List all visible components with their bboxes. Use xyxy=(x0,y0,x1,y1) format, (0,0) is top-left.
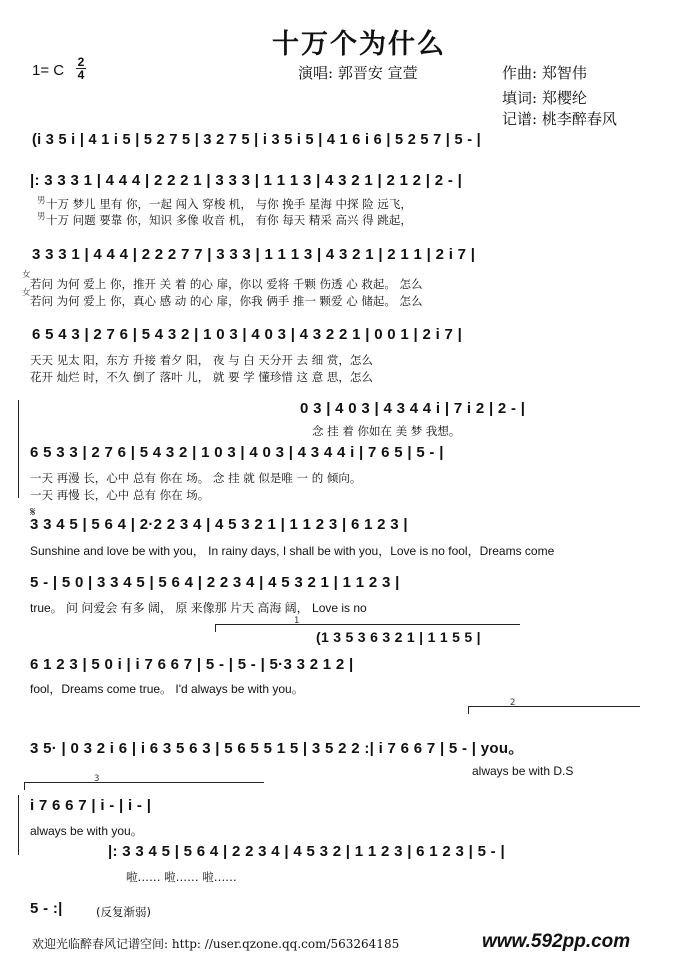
ending-lyric: always be with you。 xyxy=(30,824,143,838)
chorus-line-2-lyric: true。 问 问爱会 有多 阔， 原 来像那 片天 高海 阔， Love is no xyxy=(30,601,367,615)
bridge-notes: (1 3 5 3 6 3 2 1 | 1 1 5 5 | xyxy=(316,629,481,645)
song-title: 十万个为什么 xyxy=(272,29,446,60)
composer: 作曲: 郑智伟 xyxy=(502,64,587,82)
volta-2-tick xyxy=(468,706,469,714)
verse-line-2-lyric-2: 若问 为何 爱上 你，真心 感 动 的心 扉，你我 俩手 推一 颗爱 心 储起。 怎么 xyxy=(30,294,423,308)
singers: 演唱: 郭晋安 宣萱 xyxy=(298,64,418,82)
volta-3-label: 3 xyxy=(94,774,100,784)
volta-2-label: 2 xyxy=(510,698,516,708)
verse-line-1-lyric-male-2: 十万 问题 要靠 你，知识 多像 收音 机， 有你 每天 精采 高兴 得 跳起， xyxy=(46,213,412,227)
chorus-line-4-notes: 3 5· | 0 3 2 i 6 | i 6 3 5 6 3 | 5 6 5 5 1 5 | 3 5 2 2 :| i 7 6 6 7 | 5 - | you。 xyxy=(30,740,524,757)
footer-text: 欢迎光临醉春风记谱空间: http: //user.qzone.qq.com/563264185 xyxy=(32,937,400,951)
verse-line-4-lyric-1: 一天 再漫 长，心中 总有 你在 场。 念 挂 就 似是唯 一 的 倾向。 xyxy=(30,471,362,485)
chorus-line-3-lyric: fool，Dreams come true。 I'd always be with you。 xyxy=(30,682,304,696)
fade-notes: 5 - :| xyxy=(30,900,63,917)
outro-lyric: 啦…… 啦…… 啦…… xyxy=(126,870,237,884)
volta-1-line xyxy=(215,624,520,625)
bracket-upper xyxy=(18,400,19,498)
chorus-line-1-lyric: Sunshine and love be with you， In rainy days, I shall be with you，Love is no fool，Dreams come xyxy=(30,544,555,558)
transcriber: 记谱: 桃李醉春风 xyxy=(502,110,617,128)
verse-line-3-notes: 6 5 4 3 | 2 7 6 | 5 4 3 2 | 1 0 3 | 4 0 3 | 4 3 2 2 1 | 0 0 1 | 2 i 7 | xyxy=(32,326,463,343)
volta-1-label: 1 xyxy=(294,616,300,626)
key-signature: 1= C xyxy=(32,62,65,79)
chorus-line-2-notes: 5 - | 5 0 | 3 3 4 5 | 5 6 4 | 2 2 3 4 | 4 5 3 2 1 | 1 1 2 3 | xyxy=(30,574,400,591)
male-marker: 男 xyxy=(37,196,46,206)
volta-3-tick xyxy=(24,782,25,790)
verse-line-4-lyric-2: 一天 再慢 长，心中 总有 你在 场。 xyxy=(30,488,210,502)
fade-instruction: (反复渐弱) xyxy=(96,905,151,919)
site-logo: www.592pp.com xyxy=(482,931,631,952)
lyricist: 填词: 郑樱纶 xyxy=(502,89,587,107)
verse-line-3-lyric-2: 花开 灿烂 时，不久 倒了 落叶 儿， 就 要 学 懂珍惜 这 意 思，怎么 xyxy=(30,370,373,384)
intro-notes: (i 3 5 i | 4 1 i 5 | 5 2 7 5 | 3 2 7 5 | i 3 5 i 5 | 4 1 6 i 6 | 5 2 5 7 | 5 - | xyxy=(32,132,482,148)
volta-1-tick xyxy=(215,624,216,632)
bracket-lower xyxy=(18,795,19,855)
verse-line-1-lyric-male: 十万 梦儿 里有 你，一起 闯入 穿梭 机， 与你 挽手 星海 中探 险 远飞， xyxy=(46,197,412,211)
verse-line-2-lyric-1: 若问 为何 爱上 你，推开 关 着 的心 扉，你以 爱将 千颗 伤透 心 救起。 怎么 xyxy=(30,277,423,291)
time-signature-top: 2 xyxy=(77,55,85,69)
verse-line-4-notes: 6 5 3 3 | 2 7 6 | 5 4 3 2 | 1 0 3 | 4 0 3 | 4 3 4 4 i | 7 6 5 | 5 - | xyxy=(30,444,444,461)
male-marker-2: 男 xyxy=(37,212,46,222)
female-marker-2: 女 xyxy=(22,288,31,298)
volta-3-line xyxy=(24,782,264,783)
time-signature xyxy=(76,56,86,81)
verse-line-3-lyric-1: 天天 见太 阳，东方 升接 着夕 阳， 夜 与 白 天分开 去 细 赏，怎么 xyxy=(30,353,373,367)
volta-2-line xyxy=(468,706,640,707)
chorus-line-1-notes: 3 3 4 5 | 5 6 4 | 2·2 2 3 4 | 4 5 3 2 1 | 1 1 2 3 | 6 1 2 3 | xyxy=(30,516,408,533)
female-marker: 女 xyxy=(22,270,31,280)
verse-line-1-notes: |: 3 3 3 1 | 4 4 4 | 2 2 2 1 | 3 3 3 | 1 1 1 3 | 4 3 2 1 | 2 1 2 | 2 - | xyxy=(30,172,463,189)
harmony-notes: 0 3 | 4 0 3 | 4 3 4 4 i | 7 i 2 | 2 - | xyxy=(300,400,526,417)
harmony-lyric: 念 挂 着 你如在 美 梦 我想。 xyxy=(312,424,461,438)
verse-line-2-notes: 3 3 3 1 | 4 4 4 | 2 2 2 7 7 | 3 3 3 | 1 1 1 3 | 4 3 2 1 | 2 1 1 | 2 i 7 | xyxy=(32,246,476,263)
segno-mark: 𝄋 xyxy=(30,505,36,520)
chorus-line-3-notes: 6 1 2 3 | 5 0 i | i 7 6 6 7 | 5 - | 5 - | 5·3 3 2 1 2 | xyxy=(30,656,354,673)
time-signature-bottom: 4 xyxy=(77,68,85,82)
chorus-line-4-lyric: always be with D.S xyxy=(472,764,574,778)
outro-notes: |: 3 3 4 5 | 5 6 4 | 2 2 3 4 | 4 5 3 2 | 1 1 2 3 | 6 1 2 3 | 5 - | xyxy=(108,843,505,860)
ending-notes: i 7 6 6 7 | i - | i - | xyxy=(30,797,152,814)
